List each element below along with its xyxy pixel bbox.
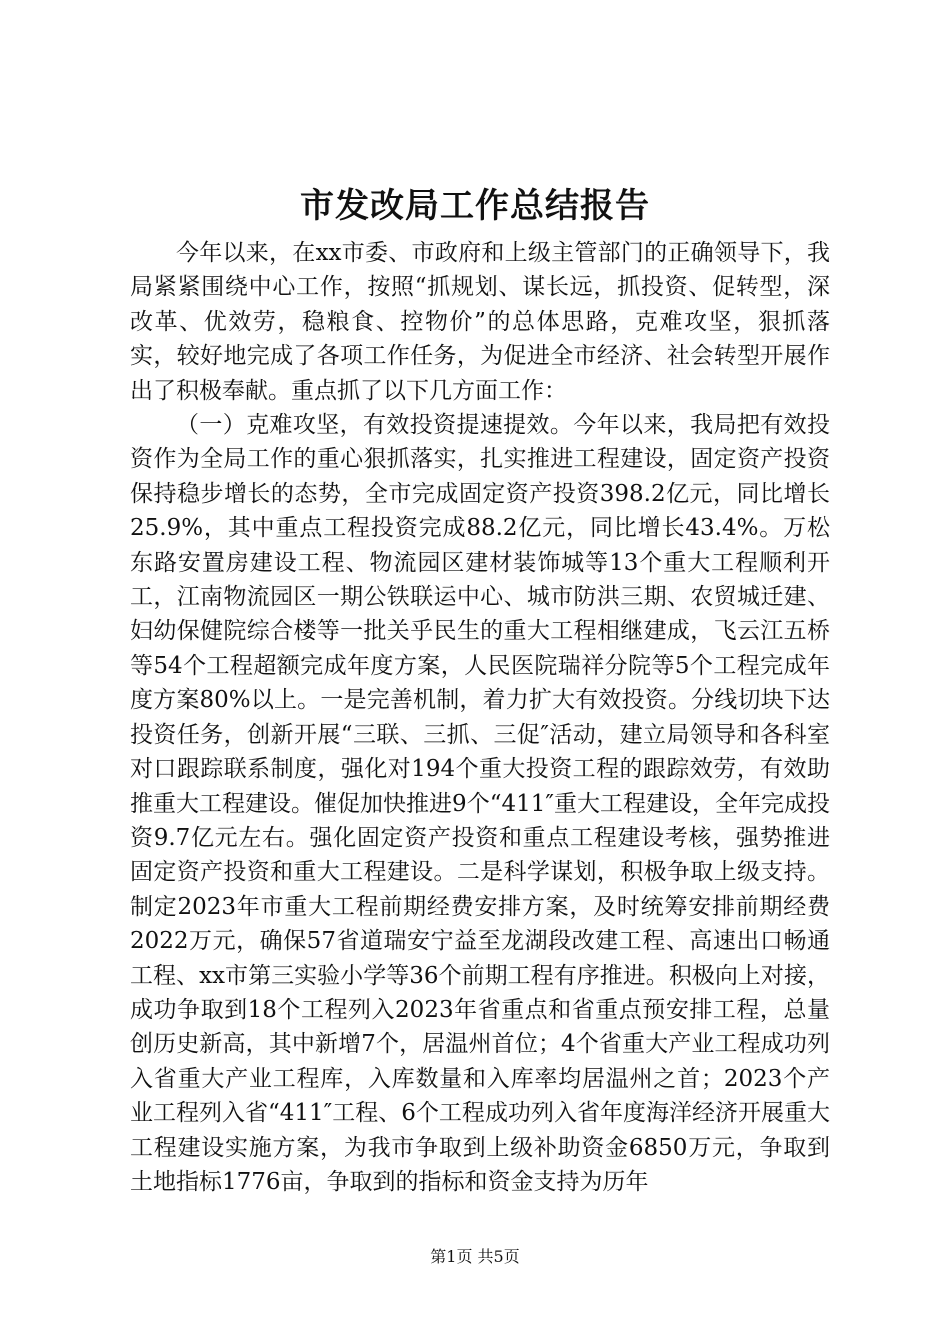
intro-paragraph: 今年以来，在xx市委、市政府和上级主管部门的正确领导下，我局紧紧围绕中心工作，按照“抓规划、谋长远，抓投资、促转型，深改革、优效劳，稳粮食、控物价”的总体思路，克难攻坚，狠抓落实，较好地完成了各项工作任务，为促进全市经济、社会转型开展作出了积极奉献。重点抓了以下几方面工作： <box>130 240 830 404</box>
document-body <box>130 236 830 1199</box>
section-one-paragraph: （一）克难攻坚，有效投资提速提效。今年以来，我局把有效投资作为全局工作的重心狠抓落实，扎实推进工程建设，固定资产投资保持稳步增长的态势，全市完成固定资产投资398.2亿元，同比增长25.9%，其中重点工程投资完成88.2亿元，同比增长43.4%。万松东路安置房建设工程、物流园区建材装饰城等13个重大工程顺利开工，江南物流园区一期公铁联运中心、城市防洪三期、农贸城迁建、妇幼保健院综合楼等一批关乎民生的重大工程相继建成，飞云江五桥等54个工程超额完成年度方案，人民医院瑞祥分院等5个工程完成年度方案80%以上。一是完善机制，着力扩大有效投资。分线切块下达投资任务，创新开展“三联、三抓、三促″活动，建立局领导和各科室对口跟踪联系制度，强化对194个重大投资工程的跟踪效劳，有效助推重大工程建设。催促加快推进9个“411″重大工程建设，全年完成投资9.7亿元左右。强化固定资产投资和重点工程建设考核，强势推进固定资产投资和重大工程建设。二是科学谋划，积极争取上级支持。制定2023年市重大工程前期经费安排方案，及时统筹安排前期经费2022万元，确保57省道瑞安宁益至龙湖段改建工程、高速出口畅通工程、xx市第三实验小学等36个前期工程有序推进。积极向上对接，成功争取到18个工程列入2023年省重点和省重点预安排工程，总量创历史新高，其中新增7个，居温州首位；4个省重大产业工程成功列入省重大产业工程库，入库数量和入库率均居温州之首；2023个产业工程列入省“411″工程、6个工程成功列入省年度海洋经济开展重大工程建设实施方案，为我市争取到上级补助资金6850万元，争取到土地指标1776亩，争取到的指标和资金支持为历年 <box>130 412 830 1195</box>
document-title: 市发改局工作总结报告 <box>300 186 650 226</box>
page-number-footer: 第1页 共5页 <box>430 1247 520 1266</box>
